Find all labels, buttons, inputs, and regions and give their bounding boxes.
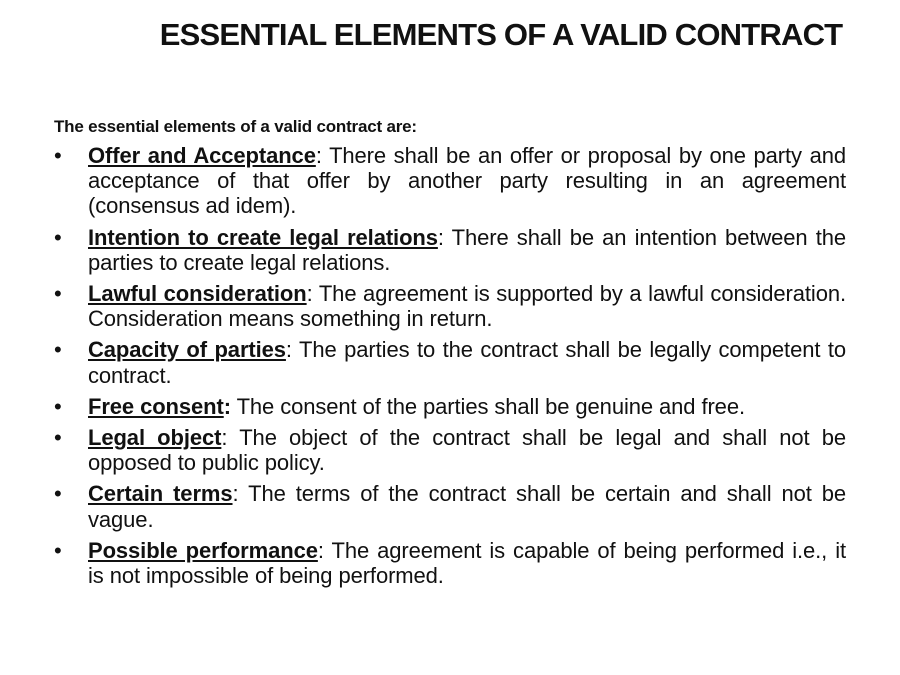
term-description: There shall be an offer or proposal by one party and acceptance of that offer by another party resulting in an agreement (consensus ad idem). [88,143,846,219]
term-separator: : [306,281,313,307]
term-description: The agreement is supported by a lawful consideration. Consideration means something in return. [88,281,846,332]
bullet-icon: • [54,393,62,419]
term-description: The parties to the contract shall be legally competent to contract. [88,337,846,388]
term-separator: : [223,393,231,419]
list-item-free-consent [54,394,846,419]
term-separator: : [285,337,292,363]
term-label: Capacity of parties [88,337,286,363]
bullet-icon: • [54,224,62,250]
term-separator: : [317,537,324,563]
intro-text: The essential elements of a valid contract are: [54,117,417,136]
bullet-icon: • [54,481,62,507]
term-label: Offer and Acceptance [88,143,316,168]
term-label: Possible performance [88,537,318,563]
list-item-intention-to-create-legal-relations [54,225,846,275]
bullet-icon: • [54,281,62,307]
term-separator: : [221,425,228,451]
list-item-offer-and-acceptance [54,143,846,219]
bullet-list [54,143,846,588]
term-label: Lawful consideration [88,281,307,307]
list-item-legal-object [54,425,846,475]
term-description: The object of the contract shall be legal and shall not be opposed to public policy. [88,425,846,476]
term-description: The terms of the contract shall be certain and shall not be vague. [88,481,847,532]
list-item-capacity-of-parties [54,337,846,387]
term-description: The consent of the parties shall be genuine and free. [230,393,745,419]
list-item-certain-terms [54,481,846,531]
bullet-icon: • [54,143,62,168]
list-item-possible-performance [54,538,846,588]
bullet-icon: • [54,425,62,451]
term-label: Certain terms [88,481,233,507]
term-label: Free consent [88,393,224,419]
bullet-icon: • [54,337,62,363]
term-label: Intention to create legal relations [88,224,438,250]
term-separator: : [437,224,444,250]
term-label: Legal object [88,425,222,451]
term-description: There shall be an intention between the parties to create legal relations. [88,224,846,275]
list-item-lawful-consideration [54,281,846,331]
bullet-icon: • [54,537,62,563]
term-separator: : [232,481,239,507]
term-separator: : [315,143,322,168]
term-description: The agreement is capable of being performed i.e., it is not impossible of being performed. [88,537,846,589]
slide-title: ESSENTIAL ELEMENTS OF A VALID CONTRACT [159,17,843,52]
